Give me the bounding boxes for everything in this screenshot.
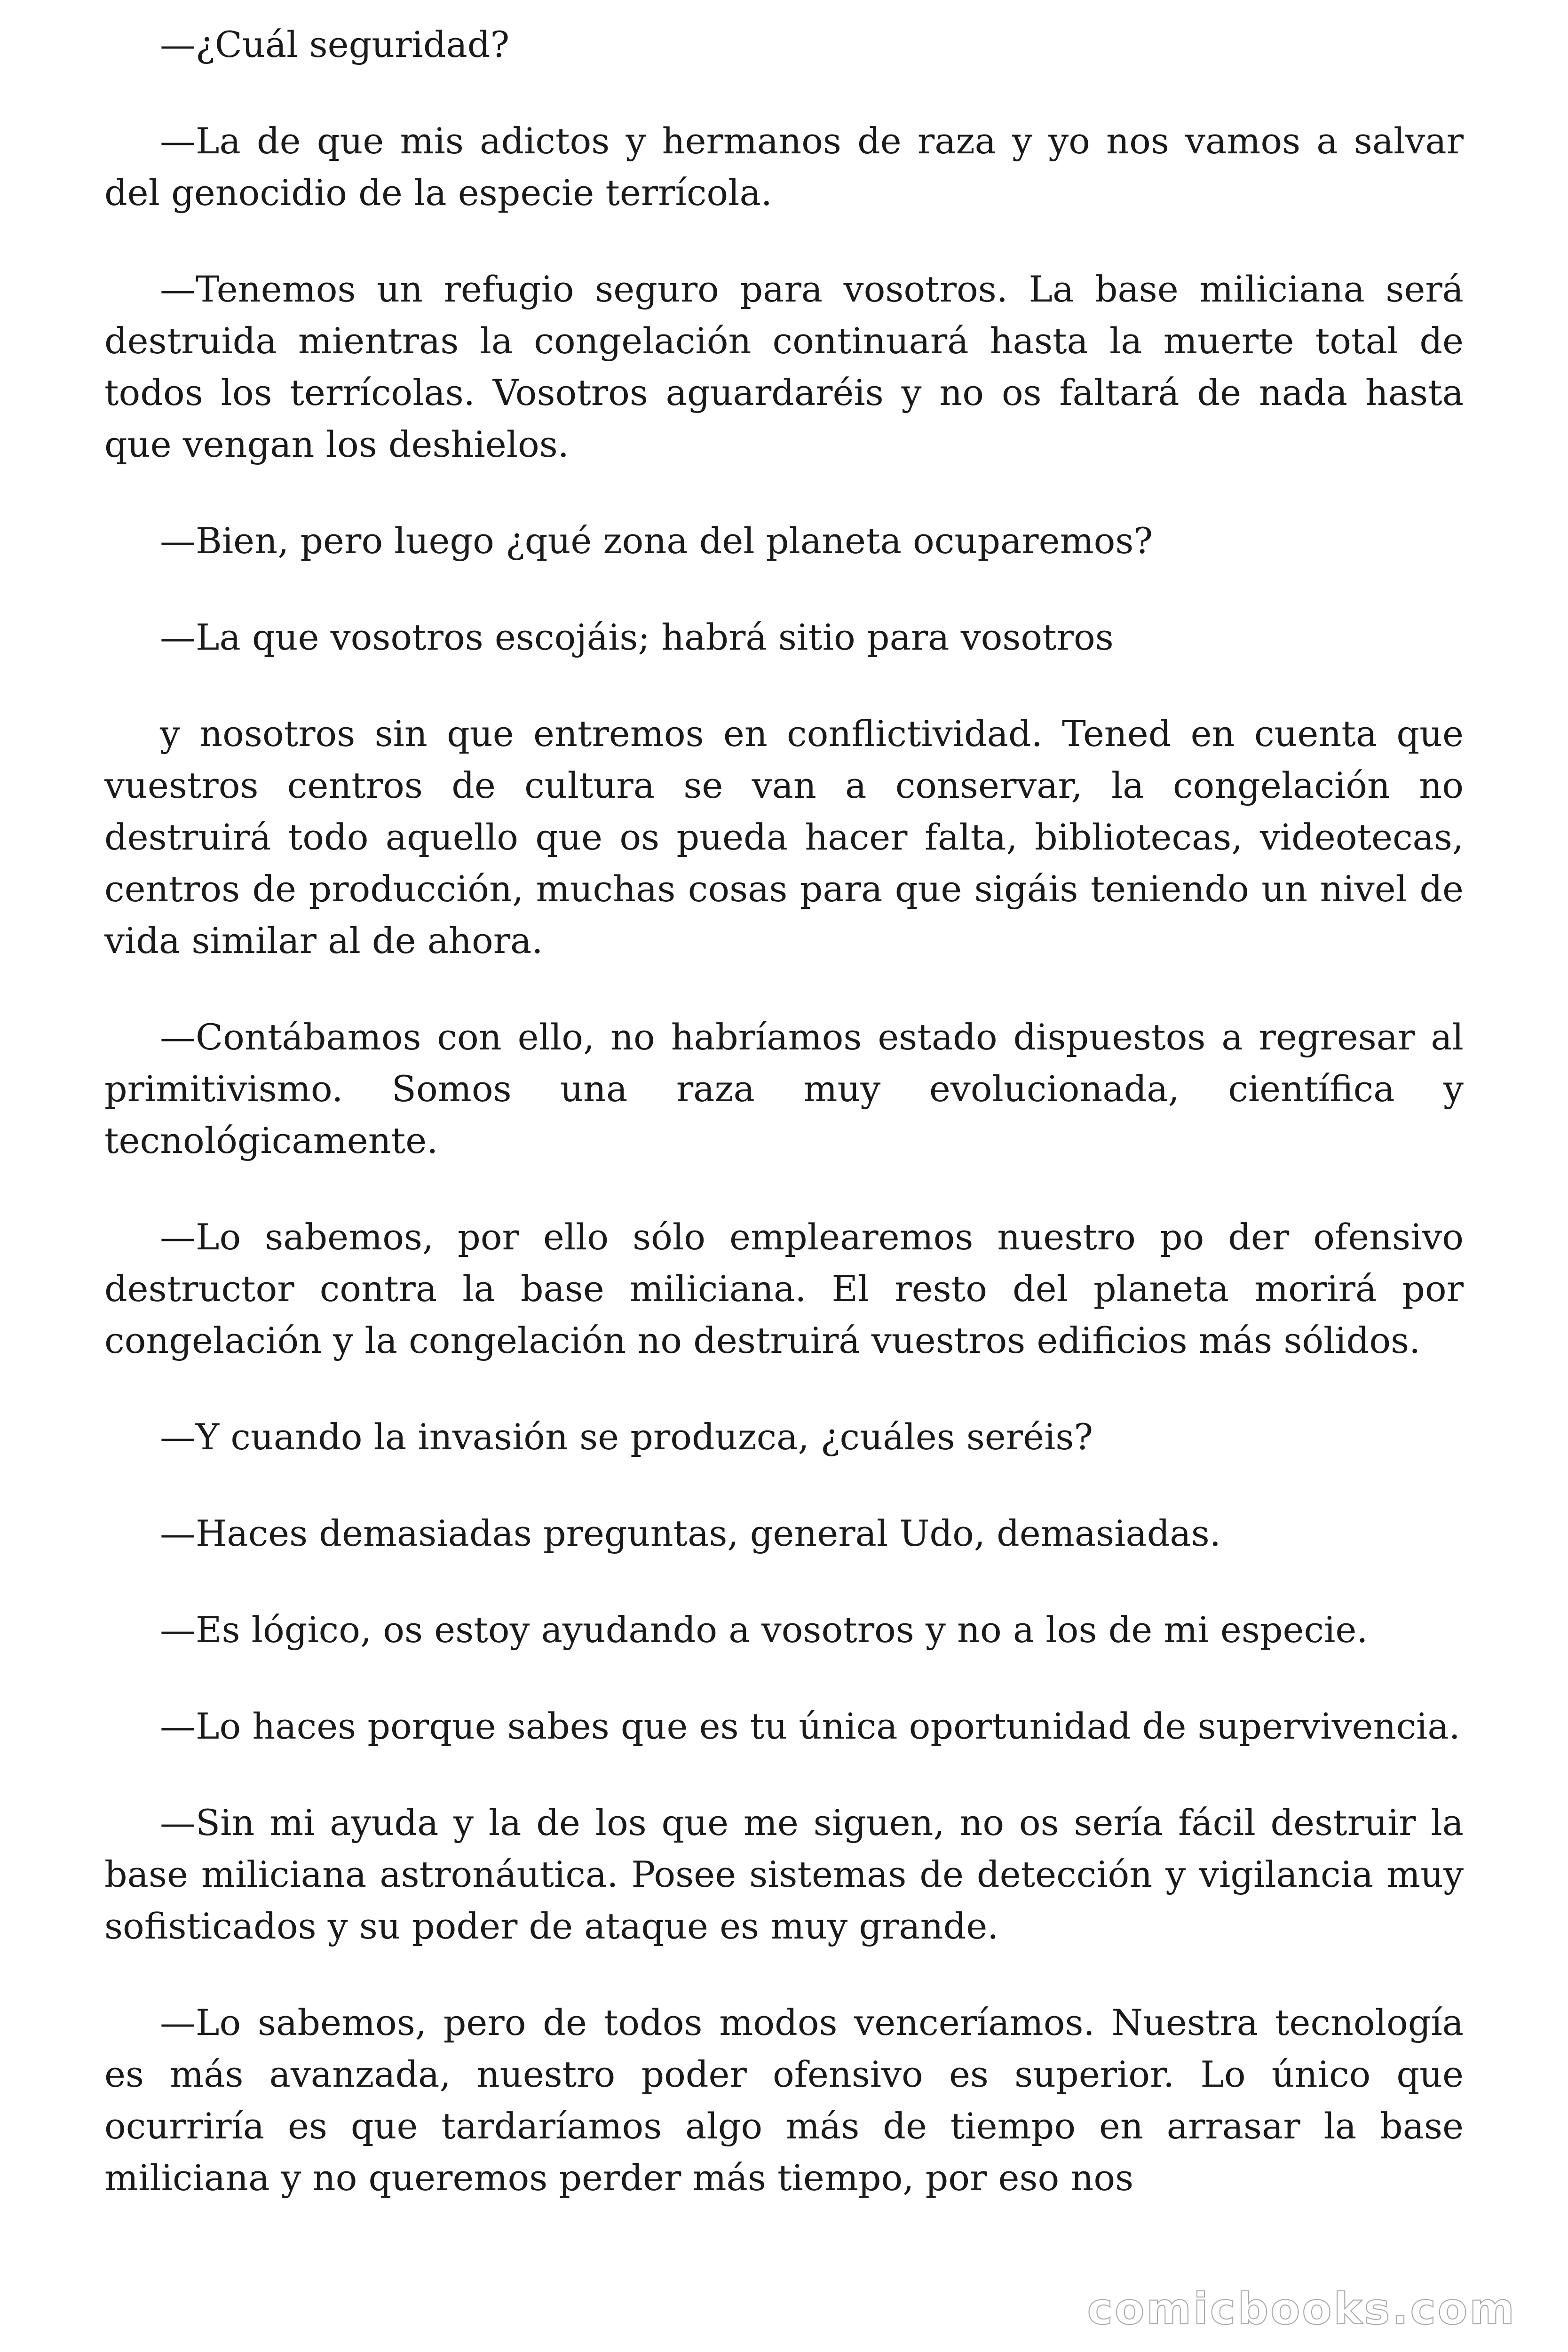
paragraph-10: —Haces demasiadas preguntas, general Udo, demasiadas.	[160, 1512, 1221, 1554]
paragraph-11: —Es lógico, os estoy ayudando a vosotros y no a los de mi especie.	[160, 1609, 1368, 1651]
paragraph-8: —Lo sabemos, por ello sólo emplearemos nuestro po der ofensivo destructor contra la base miliciana. El resto del planeta morirá por congelación y la congelación no destruirá vuestros edificios más sólidos.	[104, 1216, 1464, 1361]
paragraph-13: —Sin mi ayuda y la de los que me siguen, no os sería fácil destruir la base miliciana astronáutica. Posee sistemas de detección y vigilancia muy sofisticados y su poder de ataque es muy grande.	[104, 1802, 1464, 1947]
paragraph-1: —¿Cuál seguridad?	[160, 24, 510, 65]
paragraph-4: —Bien, pero luego ¿qué zona del planeta ocuparemos?	[160, 520, 1153, 562]
paragraph-9: —Y cuando la invasión se produzca, ¿cuáles seréis?	[160, 1416, 1093, 1458]
paragraph-7: —Contábamos con ello, no habríamos estado dispuestos a regresar al primitivismo. Somos una raza muy evolucionada, científica y tecnológicamente.	[104, 1016, 1464, 1161]
paragraph-6: y nosotros sin que entremos en conflictividad. Tened en cuenta que vuestros centros de cultura se van a conservar, la congelación no destruirá todo aquello que os pueda hacer falta, bibliotecas, videotecas, centros de producción, muchas cosas para que sigáis teniendo un nivel de vida similar al de ahora.	[104, 713, 1464, 961]
paragraph-14: —Lo sabemos, pero de todos modos venceríamos. Nuestra tecnología es más avanzada, nuestro poder ofensivo es superior. Lo único que ocurriría es que tardaríamos algo más de tiempo en arrasar la base miliciana y no queremos perder más tiempo, por eso nos	[104, 2002, 1464, 2199]
paragraph-3: —Tenemos un refugio seguro para vosotros. La base miliciana será destruida mientras la congelación continuará hasta la muerte total de todos los terrícolas. Vosotros aguardaréis y no os faltará de nada hasta que vengan los deshielos.	[104, 268, 1464, 465]
watermark-logo: comicbooks.com	[1087, 2284, 1516, 2334]
book-page	[104, 19, 1464, 2204]
paragraph-2: —La de que mis adictos y hermanos de raza y yo nos vamos a salvar del genocidio de la especie terrícola.	[104, 120, 1464, 214]
paragraph-12: —Lo haces porque sabes que es tu única oportunidad de supervivencia.	[160, 1705, 1460, 1747]
paragraph-5: —La que vosotros escojáis; habrá sitio para vosotros	[160, 616, 1114, 658]
